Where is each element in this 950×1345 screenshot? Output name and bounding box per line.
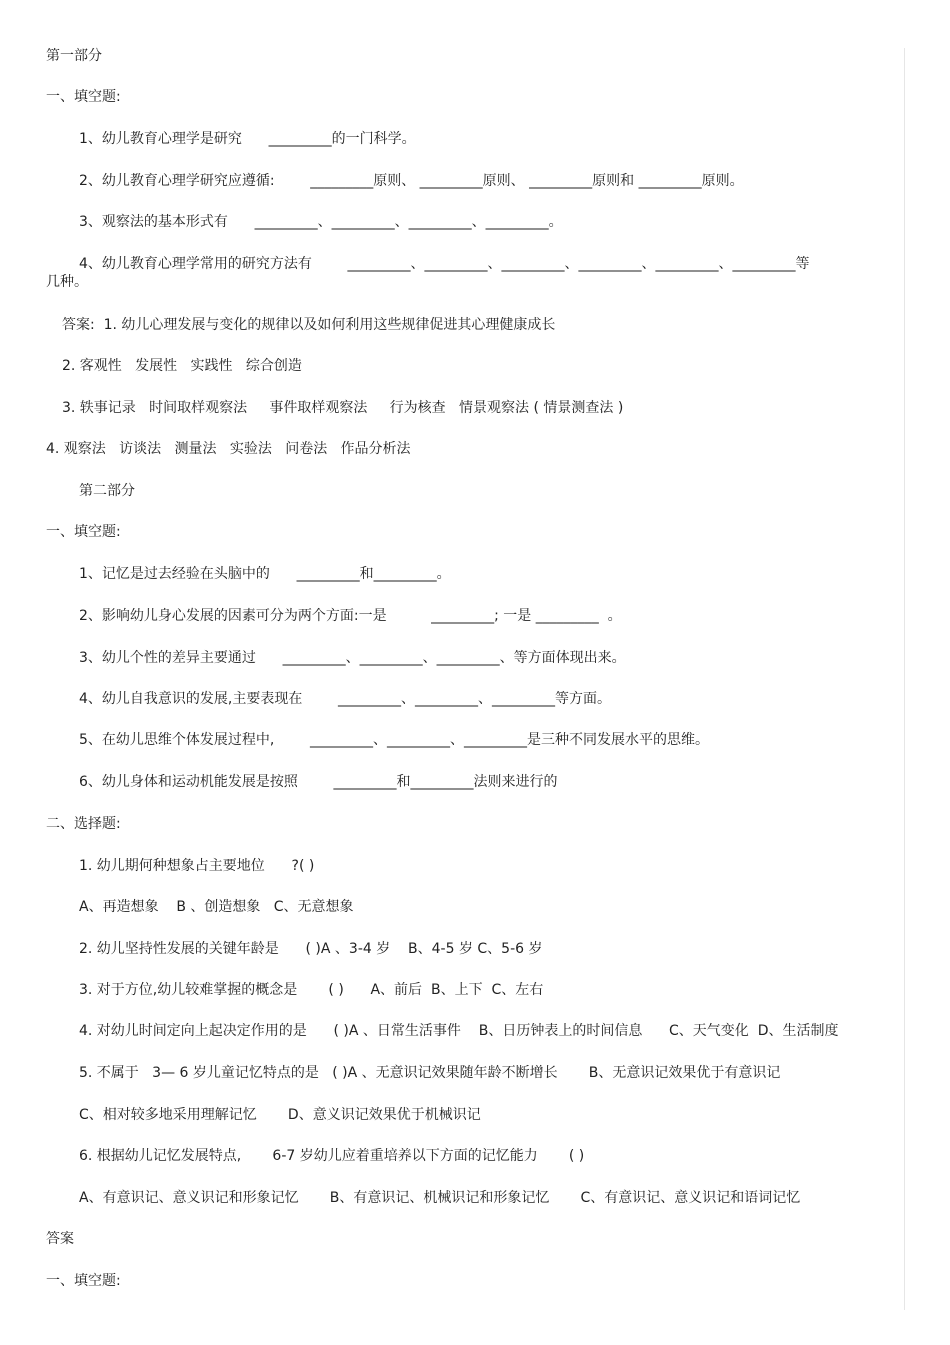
choice-question-3: 3. 对于方位,幼儿较难掌握的概念是 ( ) A、前后 B、上下 C、左右	[79, 982, 544, 998]
choice-question-5: 5. 不属于 3— 6 岁儿童记忆特点的是 ( )A 、无意识记效果随年龄不断增长 B、无意识记效果优于有意识记	[79, 1065, 781, 1081]
part1-question-4-line2: 几种。	[46, 274, 88, 290]
part2-question-4: 4、幼儿自我意识的发展,主要表现在 _________、_________、_________等方面。	[79, 691, 611, 707]
part1-answer-4: 4. 观察法 访谈法 测量法 实验法 问卷法 作品分析法	[46, 441, 411, 457]
answers-fill-section-title: 一、填空题:	[46, 1273, 121, 1289]
part1-heading: 第一部分	[46, 48, 102, 64]
part2-question-5: 5、在幼儿思维个体发展过程中, _________、_________、_________是三种不同发展水平的思维。	[79, 732, 709, 748]
choice-question-2: 2. 幼儿坚持性发展的关键年龄是 ( )A 、3-4 岁 B、4-5 岁 C、5-6 岁	[79, 941, 543, 957]
part1-answer-3: 3. 轶事记录 时间取样观察法 事件取样观察法 行为核查 情景观察法 ( 情景测查法 )	[62, 400, 624, 416]
part2-question-2: 2、影响幼儿身心发展的因素可分为两个方面:一是 _________; 一是 _________ 。	[79, 608, 622, 624]
part1-question-3: 3、观察法的基本形式有 _________、_________、_________、_________。	[79, 214, 563, 230]
choice-question-1-options: A、再造想象 B 、创造想象 C、无意想象	[79, 899, 354, 915]
part2-question-1: 1、记忆是过去经验在头脑中的 _________和_________。	[79, 566, 451, 582]
page-edge-rule	[904, 48, 905, 1310]
part2-choice-section-title: 二、选择题:	[46, 816, 121, 832]
choice-question-4: 4. 对幼儿时间定向上起决定作用的是 ( )A 、日常生活事件 B、日历钟表上的时间信息 C、天气变化 D、生活制度	[79, 1023, 839, 1039]
part1-question-4-line1: 4、幼儿教育心理学常用的研究方法有 _________、_________、_________、_________、_________、_________等	[79, 256, 810, 272]
part1-answer-1: 答案: 1. 幼儿心理发展与变化的规律以及如何利用这些规律促进其心理健康成长	[62, 317, 556, 333]
part1-fill-section-title: 一、填空题:	[46, 89, 121, 105]
part2-question-6: 6、幼儿身体和运动机能发展是按照 _________和_________法则来进行的	[79, 774, 558, 790]
part2-question-3: 3、幼儿个性的差异主要通过 _________、_________、_________、等方面体现出来。	[79, 650, 626, 666]
choice-question-6-options: A、有意识记、意义识记和形象记忆 B、有意识记、机械识记和形象记忆 C、有意识记、意义识记和语词记忆	[79, 1190, 801, 1206]
part2-fill-section-title: 一、填空题:	[46, 524, 121, 540]
part1-question-1: 1、幼儿教育心理学是研究 _________的一门科学。	[79, 131, 416, 147]
choice-question-1: 1. 幼儿期何种想象占主要地位 ?( )	[79, 858, 315, 874]
part1-question-2: 2、幼儿教育心理学研究应遵循: _________原则、 _________原则、 _________原则和 _________原则。	[79, 173, 744, 189]
part1-answer-2: 2. 客观性 发展性 实践性 综合创造	[62, 358, 302, 374]
choice-question-6: 6. 根据幼儿记忆发展特点, 6-7 岁幼儿应着重培养以下方面的记忆能力 ( )	[79, 1148, 585, 1164]
choice-question-5-options: C、相对较多地采用理解记忆 D、意义识记效果优于机械识记	[79, 1107, 481, 1123]
part2-heading: 第二部分	[79, 483, 135, 499]
answers-heading: 答案	[46, 1231, 74, 1247]
